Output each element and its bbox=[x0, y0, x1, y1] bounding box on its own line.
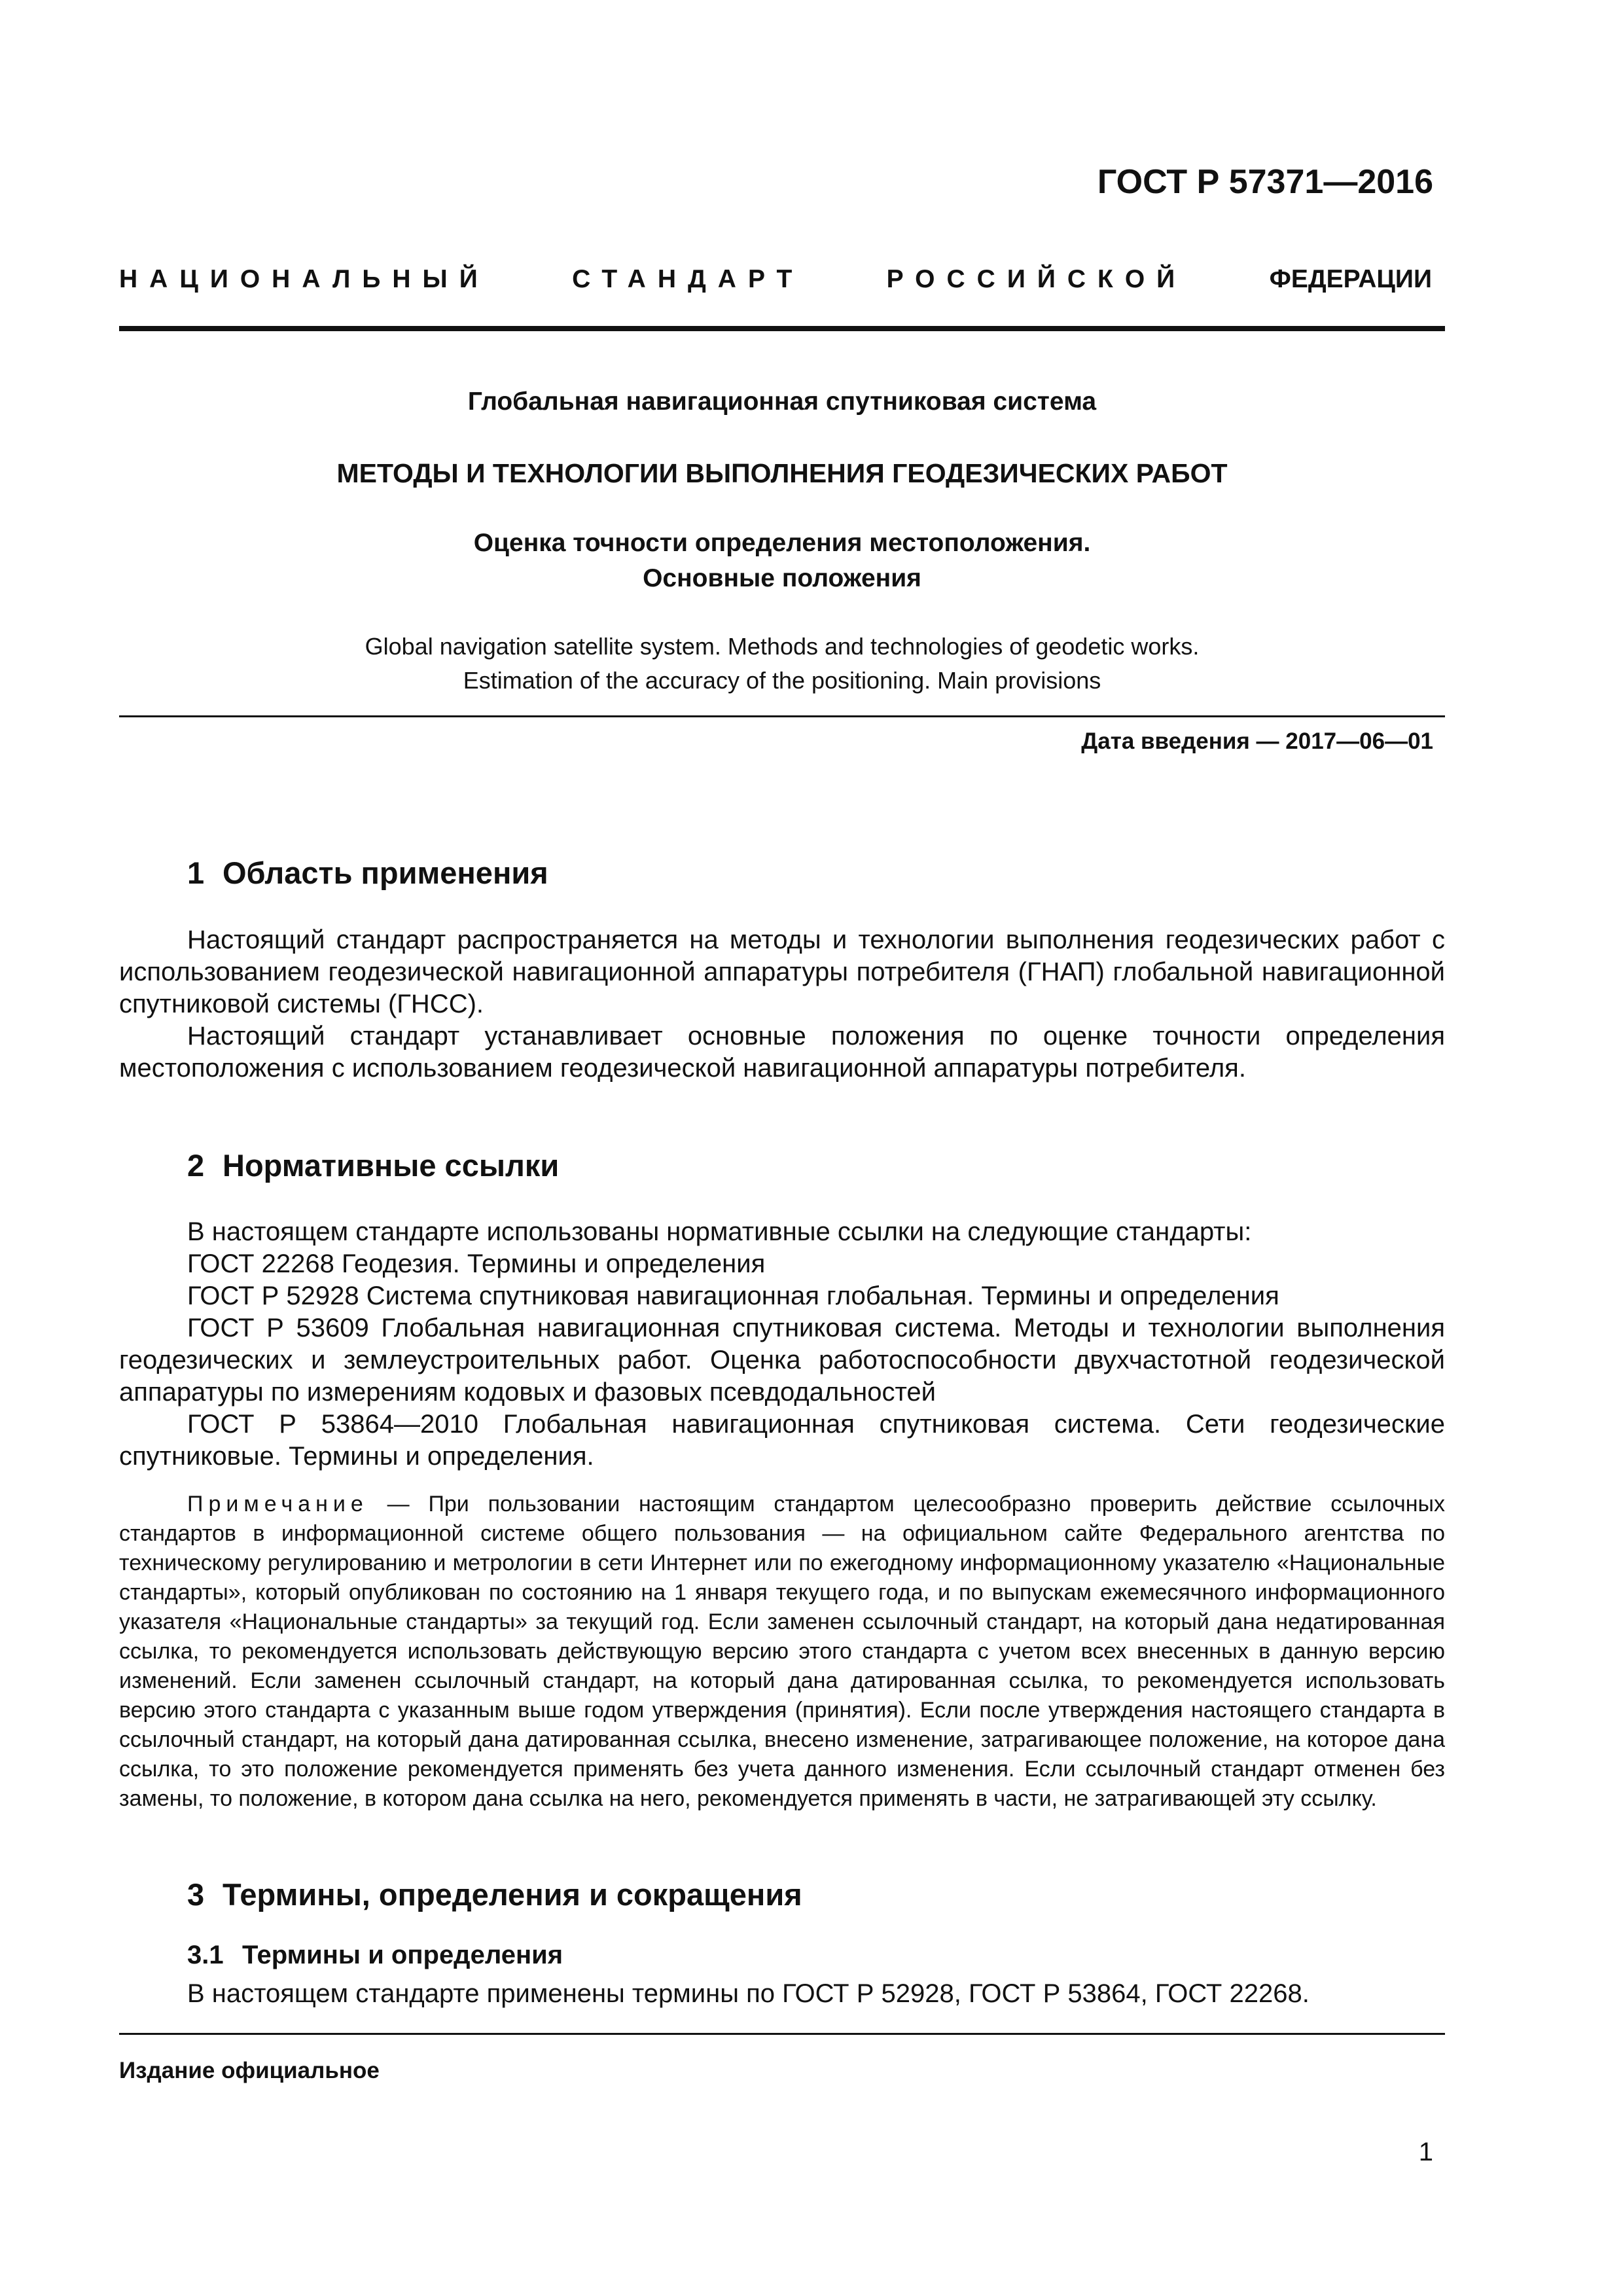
section-3-heading bbox=[187, 1876, 802, 1912]
paragraph: В настоящем стандарте использованы нормативные ссылки на следующие стандарты: bbox=[187, 1217, 1252, 1246]
national-standard-heading bbox=[119, 265, 1432, 294]
subtitle-line: Оценка точности определения местоположения. bbox=[473, 529, 1091, 557]
english-title bbox=[119, 630, 1445, 698]
paragraph: ГОСТ Р 52928 Система спутниковая навигационная глобальная. Термины и определения bbox=[187, 1282, 1279, 1310]
footer-divider bbox=[119, 2033, 1445, 2035]
subtitle-line: Основные положения bbox=[643, 564, 921, 592]
paragraph: ГОСТ Р 53609 Глобальная навигационная спутниковая система. Методы и технологии выполнения геодезических и землеустроительных работ. Оценка работоспособности двухчастотной геодезической аппаратуры по измерениям кодовых и фазовых псевдодальностей bbox=[119, 1314, 1445, 1407]
english-title-line: Estimation of the accuracy of the positioning. Main provisions bbox=[463, 667, 1101, 694]
section-number: 2 bbox=[187, 1148, 205, 1183]
title-divider bbox=[119, 715, 1445, 717]
page-number: 1 bbox=[1418, 2138, 1433, 2166]
header-divider bbox=[119, 326, 1445, 331]
reference-note bbox=[119, 1490, 1445, 1814]
section-1-body bbox=[119, 924, 1445, 1085]
english-title-line: Global navigation satellite system. Methods and technologies of geodetic works. bbox=[365, 633, 1200, 660]
paragraph: Настоящий стандарт устанавливает основные положения по оценке точности определения местоположения с использованием геодезической навигационной аппаратуры потребителя. bbox=[119, 1022, 1445, 1083]
subtitle bbox=[119, 526, 1445, 596]
paragraph: ГОСТ 22268 Геодезия. Термины и определения bbox=[187, 1249, 766, 1278]
note-text: — При пользовании настоящим стандартом целесообразно проверить действие ссылочных стандартов в информационной системе общего пользования — на официальном сайте Федерального агентства по техническому регулированию и метрологии в сети Интернет или по ежегодному информационному указателю «Национальные стандарты», который опубликован по состоянию на 1 января текущего года, и по выпускам ежемесячного информационного указателя «Национальные стандарты» за текущий год. Если заменен ссылочный стандарт, на который дана недатированная ссылка, то рекомендуется использовать действующую версию этого стандарта с учетом всех внесенных в данную версию изменений. Если заменен ссылочный стандарт, на который дана датированная ссылка, то рекомендуется использовать версию этого стандарта с указанным выше годом утверждения (принятия). Если после утверждения настоящего стандарта в ссылочный стандарт, на который дана датированная ссылка, внесено изменение, затрагивающее положение, на которое дана ссылка, то это положение рекомендуется применять без учета данного изменения. Если ссылочный стандарт отменен без замены, то положение, в котором дана ссылка на него, рекомендуется применять в части, не затрагивающей эту ссылку. bbox=[119, 1492, 1445, 1811]
heading-word: РОССИЙСКОЙ bbox=[886, 265, 1187, 293]
section-1-heading bbox=[187, 855, 548, 891]
section-title: Нормативные ссылки bbox=[223, 1148, 560, 1183]
paragraph: ГОСТ Р 53864—2010 Глобальная навигационная спутниковая система. Сети геодезические спутниковые. Термины и определения. bbox=[119, 1410, 1445, 1471]
section-2-body bbox=[119, 1216, 1445, 1473]
edition-label: Издание официальное bbox=[119, 2058, 380, 2083]
paragraph: Настоящий стандарт распространяется на методы и технологии выполнения геодезических работ с использованием геодезической навигационной аппаратуры потребителя (ГНАП) глобальной навигационной спутниковой системы (ГНСС). bbox=[119, 925, 1445, 1018]
system-title: Глобальная навигационная спутниковая система bbox=[467, 387, 1097, 416]
introduction-date: Дата введения — 2017—06—01 bbox=[1081, 728, 1433, 754]
main-title: МЕТОДЫ И ТЕХНОЛОГИИ ВЫПОЛНЕНИЯ ГЕОДЕЗИЧЕСКИХ РАБОТ bbox=[336, 458, 1228, 488]
section-number: 1 bbox=[187, 855, 205, 890]
paragraph: В настоящем стандарте применены термины по ГОСТ Р 52928, ГОСТ Р 53864, ГОСТ 22268. bbox=[187, 1979, 1310, 2008]
section-3-body bbox=[119, 1978, 1445, 2010]
note-lead: Примечание bbox=[187, 1492, 368, 1516]
section-number: 3 bbox=[187, 1877, 205, 1912]
section-2-heading bbox=[187, 1147, 559, 1183]
subsection-3-1-heading bbox=[187, 1941, 563, 1970]
heading-word: ФЕДЕРАЦИИ bbox=[1269, 265, 1432, 293]
subsection-number: 3.1 bbox=[187, 1941, 224, 1969]
section-title: Термины, определения и сокращения bbox=[223, 1877, 802, 1912]
subsection-title: Термины и определения bbox=[242, 1941, 563, 1969]
document-code: ГОСТ Р 57371—2016 bbox=[1097, 163, 1433, 201]
section-title: Область применения bbox=[223, 855, 548, 890]
heading-word: НАЦИОНАЛЬНЫЙ bbox=[119, 265, 490, 293]
heading-word: СТАНДАРТ bbox=[572, 265, 804, 293]
